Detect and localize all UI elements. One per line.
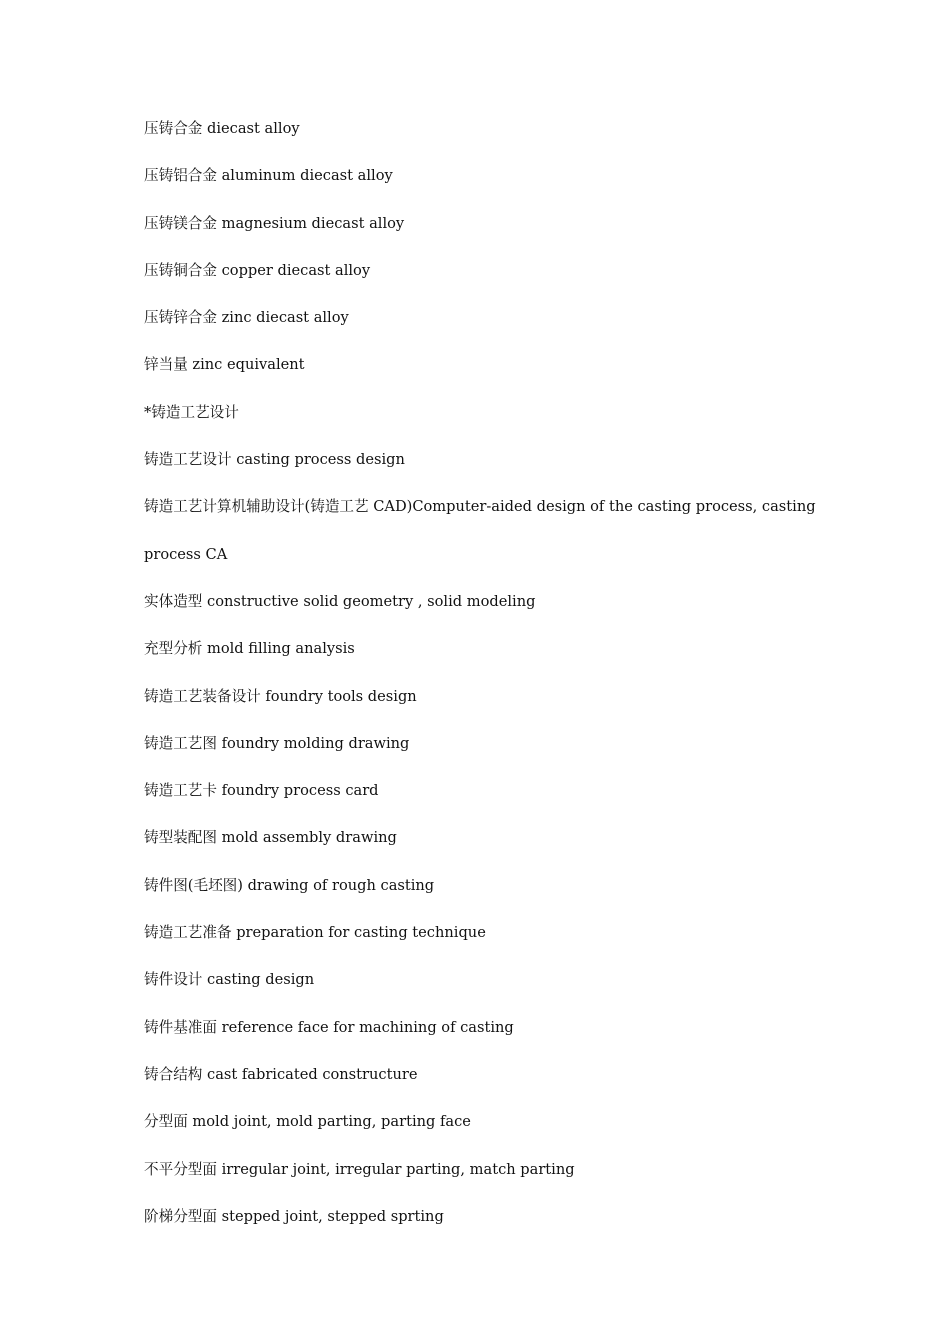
glossary-line: 充型分析 mold filling analysis — [144, 640, 355, 658]
glossary-line: 压铸镁合金 magnesium diecast alloy — [144, 214, 405, 232]
glossary-line: 铸合结构 cast fabricated constructure — [144, 1065, 418, 1083]
glossary-line: 阶梯分型面 stepped joint, stepped sprting — [144, 1207, 444, 1225]
glossary-line: 铸造工艺图 foundry molding drawing — [144, 734, 410, 752]
glossary-line: 铸造工艺卡 foundry process card — [144, 782, 379, 800]
glossary-line: 压铸合金 diecast alloy — [144, 120, 300, 137]
glossary-list — [144, 115, 816, 1250]
glossary-line: 压铸铜合金 copper diecast alloy — [144, 261, 371, 279]
glossary-line-continuation: process CA — [144, 545, 228, 563]
glossary-line: 实体造型 constructive solid geometry , solid modeling — [144, 592, 536, 610]
glossary-line: 锌当量 zinc equivalent — [144, 356, 305, 374]
glossary-line: 铸件图(毛坯图) drawing of rough casting — [144, 876, 435, 894]
glossary-line: 铸件基准面 reference face for machining of casting — [144, 1018, 514, 1036]
glossary-line: 铸造工艺计算机辅助设计(铸造工艺 CAD)Computer-aided design of the casting process, casting — [144, 498, 816, 516]
glossary-line: 压铸铝合金 aluminum diecast alloy — [144, 167, 393, 185]
section-heading: *铸造工艺设计 — [144, 403, 239, 421]
glossary-line: 不平分型面 irregular joint, irregular parting, match parting — [144, 1160, 575, 1178]
glossary-line: 铸造工艺准备 preparation for casting technique — [144, 924, 486, 942]
glossary-line: 铸造工艺设计 casting process design — [144, 451, 405, 469]
glossary-line: 压铸锌合金 zinc diecast alloy — [144, 309, 349, 327]
glossary-line: 铸造工艺装备设计 foundry tools design — [144, 687, 417, 705]
glossary-line: 铸件设计 casting design — [144, 971, 315, 989]
glossary-line: 铸型装配图 mold assembly drawing — [144, 829, 397, 847]
glossary-line: 分型面 mold joint, mold parting, parting face — [144, 1113, 471, 1131]
